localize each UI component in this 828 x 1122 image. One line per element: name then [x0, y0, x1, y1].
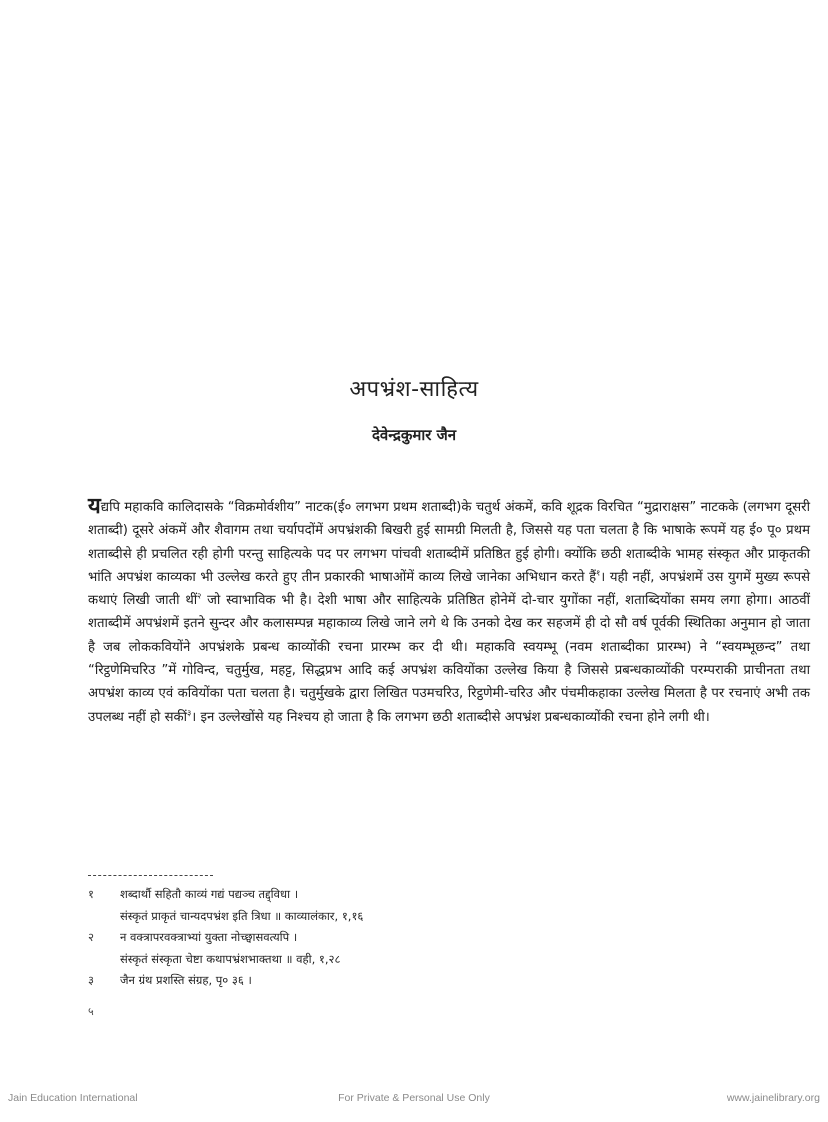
footnote-number: १	[88, 887, 94, 901]
footnote-ref-2[interactable]: २	[197, 591, 202, 601]
footer-website-link[interactable]: www.jainelibrary.org	[726, 1092, 820, 1104]
footnote-text: संस्कृतं संस्कृता चेष्टा कथापभ्रंशभाक्तथा ॥ वही, १,२८	[120, 951, 341, 966]
dropcap: य	[88, 494, 101, 519]
paragraph-segment-4: । इन उल्लेखोंसे यह निश्चय हो जाता है कि लगभग छठी शताब्दीसे अपभ्रंश प्रबन्धकाव्योंकी रचना होने लगी थी।	[191, 709, 710, 725]
footer-publisher: Jain Education International	[8, 1092, 138, 1104]
author-name: देवेन्द्रकुमार जैन	[371, 426, 457, 444]
footnote-divider	[88, 875, 213, 876]
footnote-ref-1[interactable]: १	[596, 568, 601, 578]
page-number: ५	[88, 1005, 94, 1018]
footnote-2	[88, 927, 688, 949]
footnote-number: २	[88, 930, 94, 944]
paragraph-segment-3: जो स्वाभाविक भी है। देशी भाषा और साहित्यके प्रतिष्ठित होनेमें दो-चार युगोंका नहीं, शताब्दियोंका समय लगा होगा। आठवीं शताब्दीमें अपभ्रंशमें इतने सुन्दर और कलासम्पन्न महाकाव्य लिखे जाने लगे थे कि उनको देख कर सहजमें ही दो सौ वर्ष पूर्वकी स्थितिका अनुमान हो जाता है जब लोककवियोंने अपभ्रंशके प्रबन्ध काव्योंकी रचना प्रारम्भ कर दी थी। महाकवि स्वयम्भू (नवम शताब्दीका प्रारम्भ) ने “स्वयम्भूछन्द” तथा “रिट्ठणेमिचरिउ ”में गोविन्द, चतुर्मुख, महट्ट, सिद्धप्रभ आदि कई अपभ्रंश कवियोंका उल्लेख किया है जिससे प्रबन्धकाव्योंकी परम्पराकी प्राचीनता तथा अपभ्रंश काव्य एवं कवियोंका पता चलता है। चतुर्मुखके द्वारा लिखित पउमचरिउ, रिट्ठणेमी-चरिउ और पंचमीकहाका उल्लेख मिलता है पर रचनाएं अभी तक उपलब्ध नहीं हो सकीं	[88, 593, 810, 725]
page-footer	[0, 1092, 828, 1108]
footnote-text: संस्कृतं प्राकृतं चान्यदपभ्रंश इति त्रिधा ॥ काव्यालंकार, १,१६	[120, 908, 364, 923]
footnote-text: जैन ग्रंथ प्रशस्ति संग्रह, पृ० ३६ ।	[120, 973, 252, 987]
paragraph	[88, 496, 810, 729]
paragraph-segment-2: । यही नहीं, अपभ्रंशमें उस युगमें मुख्य रूपसे कथाएं लिखी जाती थीं	[88, 569, 810, 609]
footnote-text: न वक्त्रापरवक्त्राभ्यां युक्ता नोच्छ्वासवत्यपि ।	[120, 930, 298, 944]
article-title: अपभ्रंश-साहित्य	[349, 376, 479, 402]
footer-usage-note: For Private & Personal Use Only	[338, 1092, 490, 1104]
footnote-text: शब्दार्थौ सहितौ काव्यं गद्यं पद्यञ्च तद्द्विधा ।	[120, 887, 299, 901]
footnote-1	[88, 884, 688, 906]
body-paragraph	[88, 496, 810, 729]
footnote-3	[88, 970, 688, 992]
paragraph-segment-1: द्यपि महाकवि कालिदासके “विक्रमोर्वशीय” नाटक(ई० लगभग प्रथम शताब्दी)के चतुर्थ अंकमें, कवि शूद्रक विरचित “मुद्राराक्षस” नाटकके (लगभग दूसरी शताब्दी) दूसरे अंकमें और शैवागम तथा चर्यापदोंमें अपभ्रंशकी बिखरी हुई सामग्री मिलती है, जिससे यह पता चलता है कि भाषाके रूपमें यह ई० पू० प्रथम शताब्दीसे ही प्रचलित रही होगी परन्तु साहित्यके पद पर लगभग पांचवी शताब्दीमें प्रतिष्ठित हुई होगी। क्योंकि छठी शताब्दीके भामह संस्कृत और प्राकृतकी भांति अपभ्रंश काव्यका भी उल्लेख करते हुए तीन प्रकारकी भाषाओंमें काव्य लिखे जानेका अभिधान करते हैं	[88, 500, 810, 585]
footnote-2-cont	[88, 949, 688, 971]
footnote-ref-3[interactable]: ३	[187, 708, 192, 718]
footnote-1-cont	[88, 906, 688, 928]
footnotes	[88, 884, 688, 992]
footnote-number: ३	[88, 973, 94, 987]
